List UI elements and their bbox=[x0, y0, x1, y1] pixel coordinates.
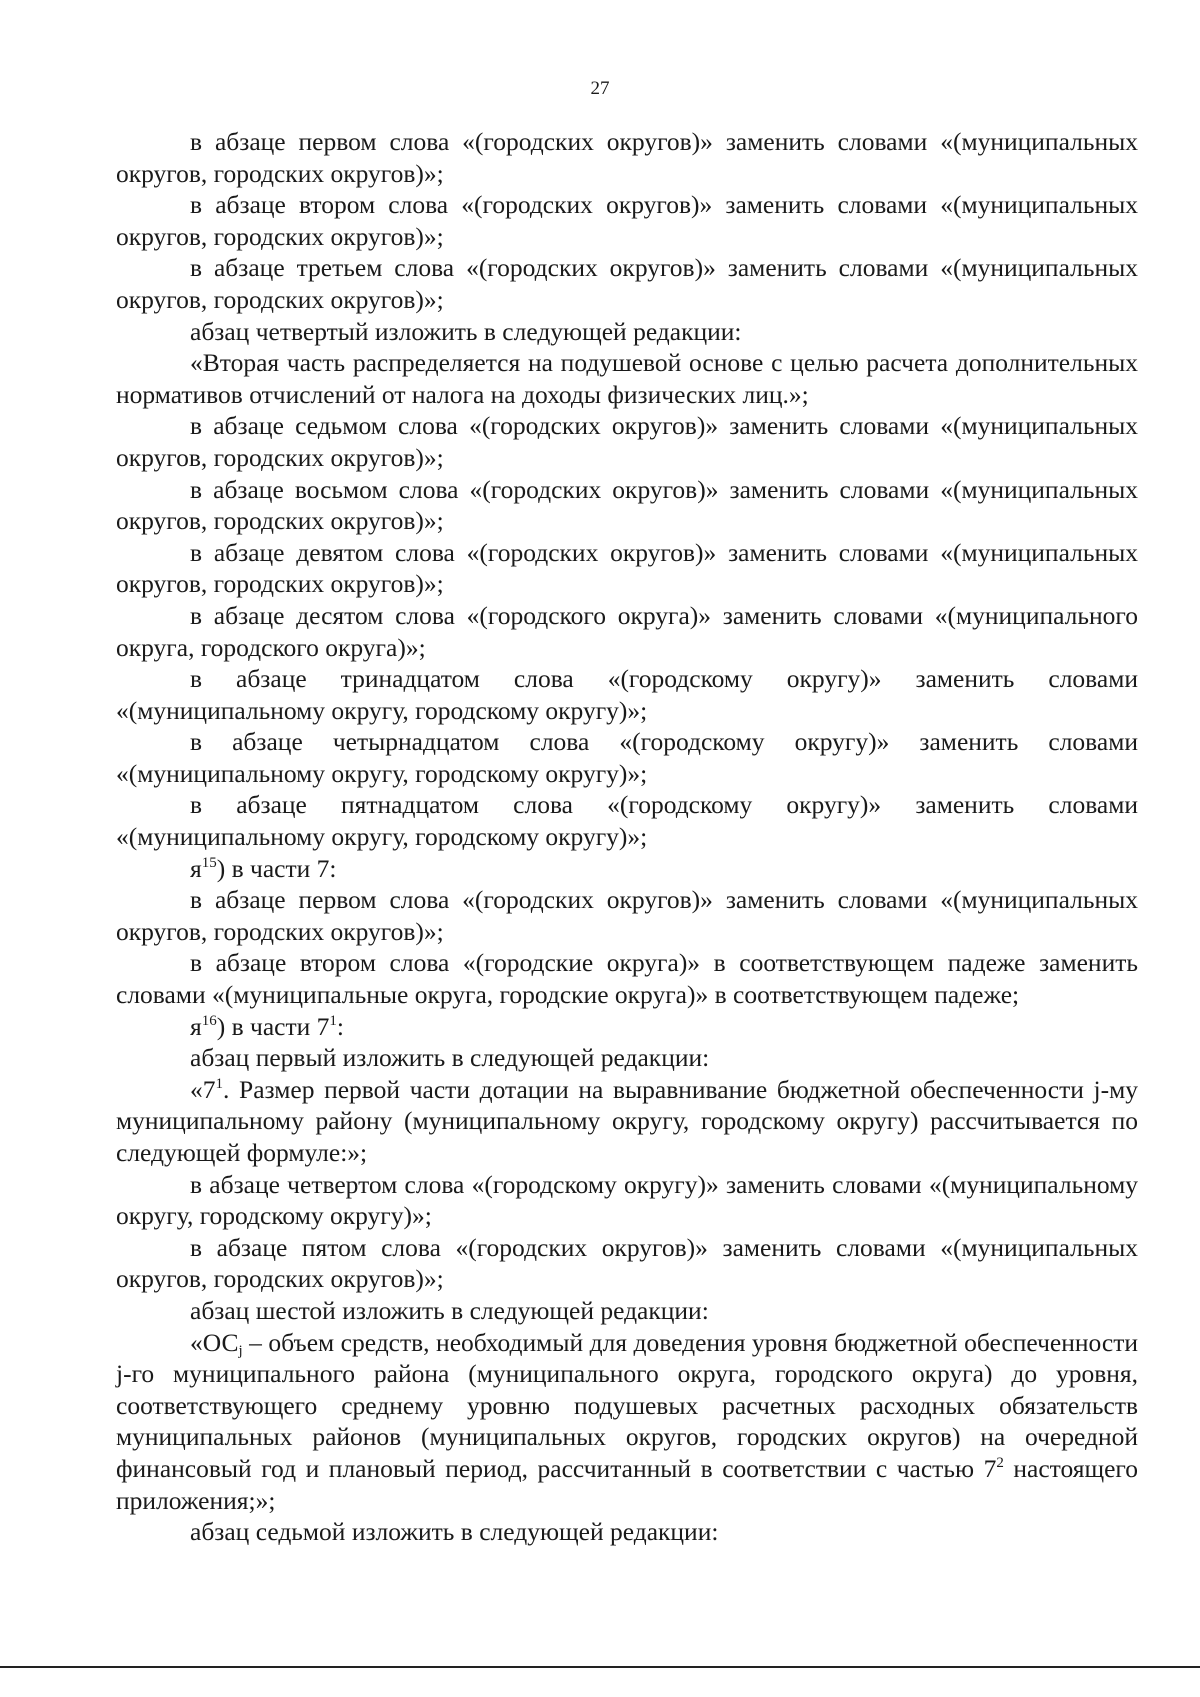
paragraph-text: . Размер первой части дотации на выравнивание бюджетной обеспеченности j-му муниципальному району (муниципальному округу, городскому округу) рассчитывается по следующей формуле:»; bbox=[116, 1074, 1138, 1167]
superscript: 1 bbox=[329, 1012, 337, 1029]
paragraph: в абзаце тринадцатом слова «(городскому округу)» заменить словами «(муниципальному округу, городскому округу)»; bbox=[116, 664, 1138, 725]
superscript: 15 bbox=[201, 854, 217, 871]
paragraph: абзац седьмой изложить в следующей редакции: bbox=[190, 1517, 719, 1547]
paragraph: в абзаце седьмом слова «(городских округов)» заменить словами «(муниципальных округов, городских округов)»; bbox=[116, 411, 1138, 472]
paragraph-text: – объем средств, необходимый для доведения уровня бюджетной обеспеченности j-го муниципального района (муниципального округа, городского округа) до уровня, соответствующего среднему уровню подушевых расчетных расходных обязательств муниципальных районов (муниципальных округов, городских округов) на очередной финансовый год и плановый период, рассчитанный в соответствии с частью 7 bbox=[116, 1327, 1138, 1483]
superscript: 2 bbox=[996, 1454, 1004, 1471]
footer-rule bbox=[0, 1666, 1200, 1668]
paragraph: абзац четвертый изложить в следующей редакции: bbox=[190, 316, 742, 346]
paragraph: в абзаце восьмом слова «(городских округов)» заменить словами «(муниципальных округов, городских округов)»; bbox=[116, 474, 1138, 536]
heading-text: ) в части 7 bbox=[216, 1011, 330, 1041]
paragraph: в абзаце девятом слова «(городских округов)» заменить словами «(муниципальных округов, городских округов)»; bbox=[116, 537, 1138, 599]
superscript: 16 bbox=[201, 1012, 217, 1029]
paragraph: в абзаце четвертом слова «(городскому округу)» заменить словами «(муниципальному округу, городскому округу)»; bbox=[116, 1169, 1138, 1231]
paragraph: «Вторая часть распределяется на подушевой основе с целью расчета дополнительных нормативов отчислений от налога на доходы физических лиц.»; bbox=[116, 348, 1138, 409]
paragraph-text: «ОС bbox=[190, 1327, 239, 1357]
paragraph: в абзаце втором слова «(городские округа)» в соответствующем падеже заменить словами «(муниципальные округа, городские округа)» в соответствующем падеже; bbox=[116, 948, 1138, 1010]
document-body bbox=[116, 126, 1138, 1548]
paragraph: абзац шестой изложить в следующей редакции: bbox=[190, 1295, 709, 1325]
paragraph: в абзаце первом слова «(городских округов)» заменить словами «(муниципальных округов, городских округов)»; bbox=[116, 127, 1138, 188]
paragraph bbox=[116, 1327, 1138, 1517]
paragraph: в абзаце втором слова «(городских округов)» заменить словами «(муниципальных округов, городских округов)»; bbox=[116, 190, 1138, 251]
paragraph-text: «7 bbox=[190, 1074, 216, 1104]
page-number: 27 bbox=[590, 78, 610, 99]
list-item-heading bbox=[116, 1011, 1138, 1043]
list-marker: я bbox=[190, 1011, 202, 1041]
heading-text: : bbox=[336, 1011, 344, 1041]
subscript: j bbox=[238, 1342, 243, 1359]
paragraph: в абзаце третьем слова «(городских округов)» заменить словами «(муниципальных округов, городских округов)»; bbox=[116, 253, 1138, 314]
list-item-heading bbox=[116, 853, 1138, 885]
superscript: 1 bbox=[215, 1075, 223, 1092]
paragraph: в абзаце первом слова «(городских округов)» заменить словами «(муниципальных округов, городских округов)»; bbox=[116, 885, 1138, 946]
paragraph: абзац первый изложить в следующей редакции: bbox=[190, 1043, 710, 1073]
paragraph: в абзаце пятнадцатом слова «(городскому округу)» заменить словами «(муниципальному округу, городскому округу)»; bbox=[116, 790, 1138, 852]
paragraph: в абзаце четырнадцатом слова «(городскому округу)» заменить словами «(муниципальному округу, городскому округу)»; bbox=[116, 727, 1138, 788]
paragraph: в абзаце десятом слова «(городского округа)» заменить словами «(муниципального округа, городского округа)»; bbox=[116, 600, 1138, 662]
list-marker: я bbox=[190, 853, 202, 883]
heading-text: ) в части 7: bbox=[216, 853, 337, 883]
paragraph: в абзаце пятом слова «(городских округов)» заменить словами «(муниципальных округов, городских округов)»; bbox=[116, 1232, 1138, 1294]
paragraph bbox=[116, 1074, 1138, 1169]
paragraph-text: настоящего приложения;»; bbox=[116, 1453, 1138, 1515]
